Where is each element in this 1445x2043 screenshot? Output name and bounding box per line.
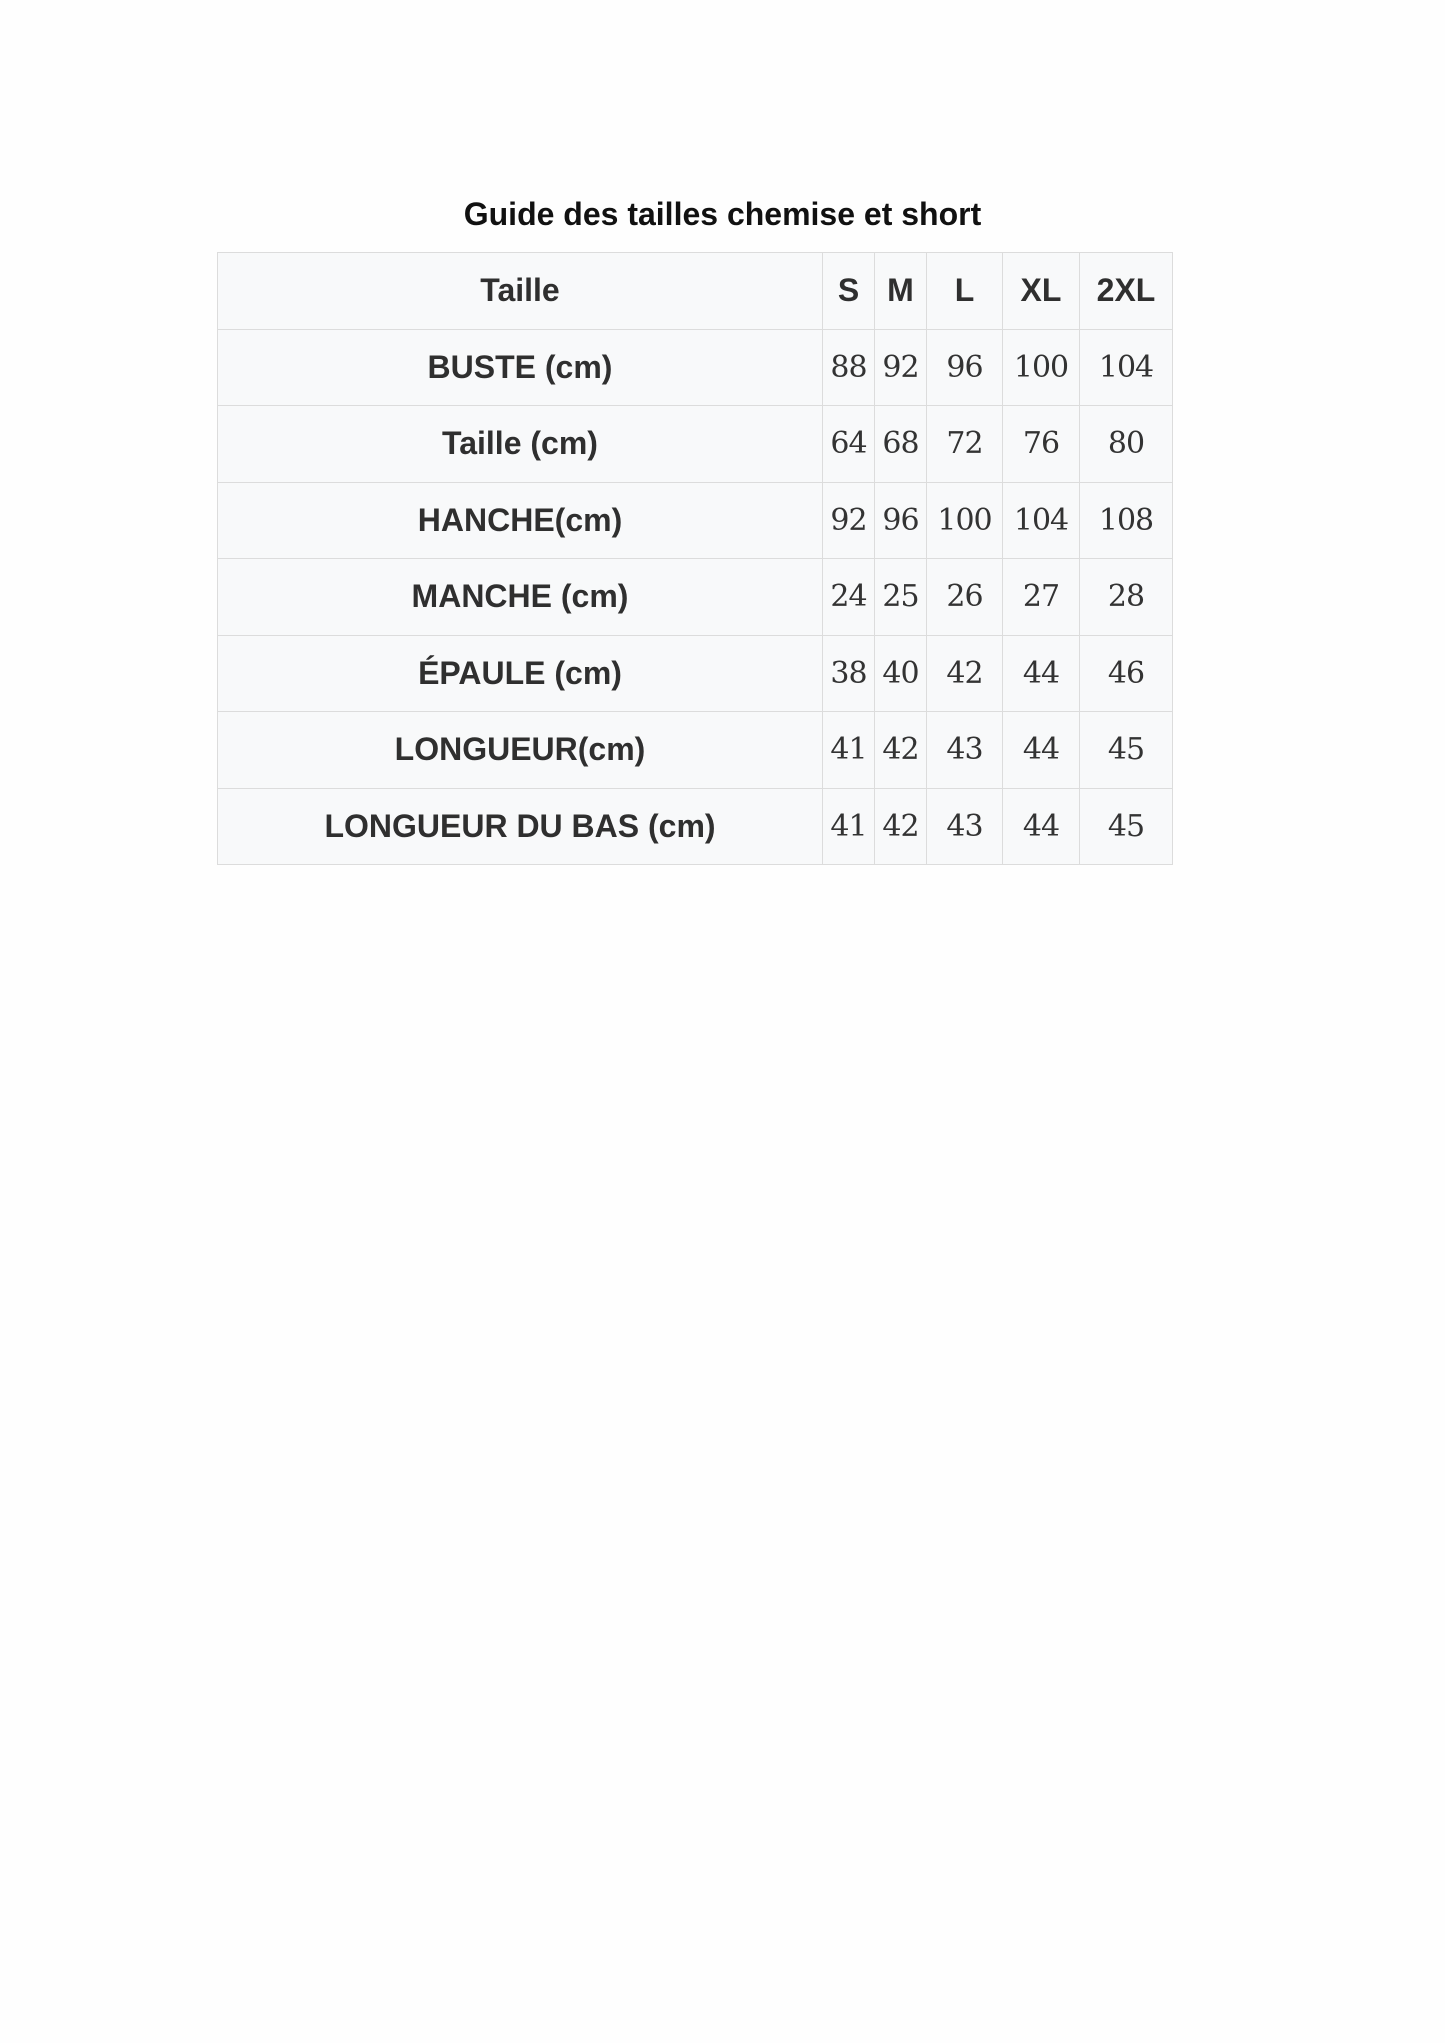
row-label: LONGUEUR(cm) <box>218 712 823 789</box>
row-label: HANCHE(cm) <box>218 482 823 559</box>
table-row <box>218 559 1173 636</box>
table-cell: 44 <box>1003 788 1080 865</box>
table-cell: 43 <box>927 712 1003 789</box>
table-row <box>218 712 1173 789</box>
table-row <box>218 635 1173 712</box>
table-cell: 96 <box>875 482 927 559</box>
table-cell: 104 <box>1003 482 1080 559</box>
table-cell: 44 <box>1003 635 1080 712</box>
table-row <box>218 788 1173 865</box>
row-label: BUSTE (cm) <box>218 329 823 406</box>
table-cell: 40 <box>875 635 927 712</box>
page-title: Guide des tailles chemise et short <box>463 196 982 232</box>
table-cell: 38 <box>823 635 875 712</box>
table-cell: 92 <box>823 482 875 559</box>
size-chart-table <box>217 252 1173 865</box>
table-cell: 26 <box>927 559 1003 636</box>
table-cell: 42 <box>927 635 1003 712</box>
table-cell: 108 <box>1080 482 1173 559</box>
table-cell: 64 <box>823 406 875 483</box>
table-cell: 100 <box>927 482 1003 559</box>
table-cell: 25 <box>875 559 927 636</box>
row-label: LONGUEUR DU BAS (cm) <box>218 788 823 865</box>
table-header-row <box>218 253 1173 330</box>
table-cell: 41 <box>823 712 875 789</box>
table-row <box>218 482 1173 559</box>
table-cell: 43 <box>927 788 1003 865</box>
row-label: Taille (cm) <box>218 406 823 483</box>
table-cell: 42 <box>875 788 927 865</box>
column-header-taille: Taille <box>218 253 823 330</box>
row-label: ÉPAULE (cm) <box>218 635 823 712</box>
table-cell: 46 <box>1080 635 1173 712</box>
table-cell: 45 <box>1080 712 1173 789</box>
table-cell: 45 <box>1080 788 1173 865</box>
table-cell: 96 <box>927 329 1003 406</box>
table-cell: 68 <box>875 406 927 483</box>
table-cell: 42 <box>875 712 927 789</box>
table-cell: 88 <box>823 329 875 406</box>
table-cell: 80 <box>1080 406 1173 483</box>
table-cell: 100 <box>1003 329 1080 406</box>
table-cell: 28 <box>1080 559 1173 636</box>
table-cell: 27 <box>1003 559 1080 636</box>
column-header-l: L <box>927 253 1003 330</box>
column-header-xl: XL <box>1003 253 1080 330</box>
table-row <box>218 329 1173 406</box>
column-header-s: S <box>823 253 875 330</box>
table-cell: 76 <box>1003 406 1080 483</box>
table-cell: 24 <box>823 559 875 636</box>
table-row <box>218 406 1173 483</box>
table-cell: 104 <box>1080 329 1173 406</box>
table-cell: 92 <box>875 329 927 406</box>
row-label: MANCHE (cm) <box>218 559 823 636</box>
table-cell: 41 <box>823 788 875 865</box>
column-header-2xl: 2XL <box>1080 253 1173 330</box>
table-cell: 72 <box>927 406 1003 483</box>
column-header-m: M <box>875 253 927 330</box>
table-cell: 44 <box>1003 712 1080 789</box>
